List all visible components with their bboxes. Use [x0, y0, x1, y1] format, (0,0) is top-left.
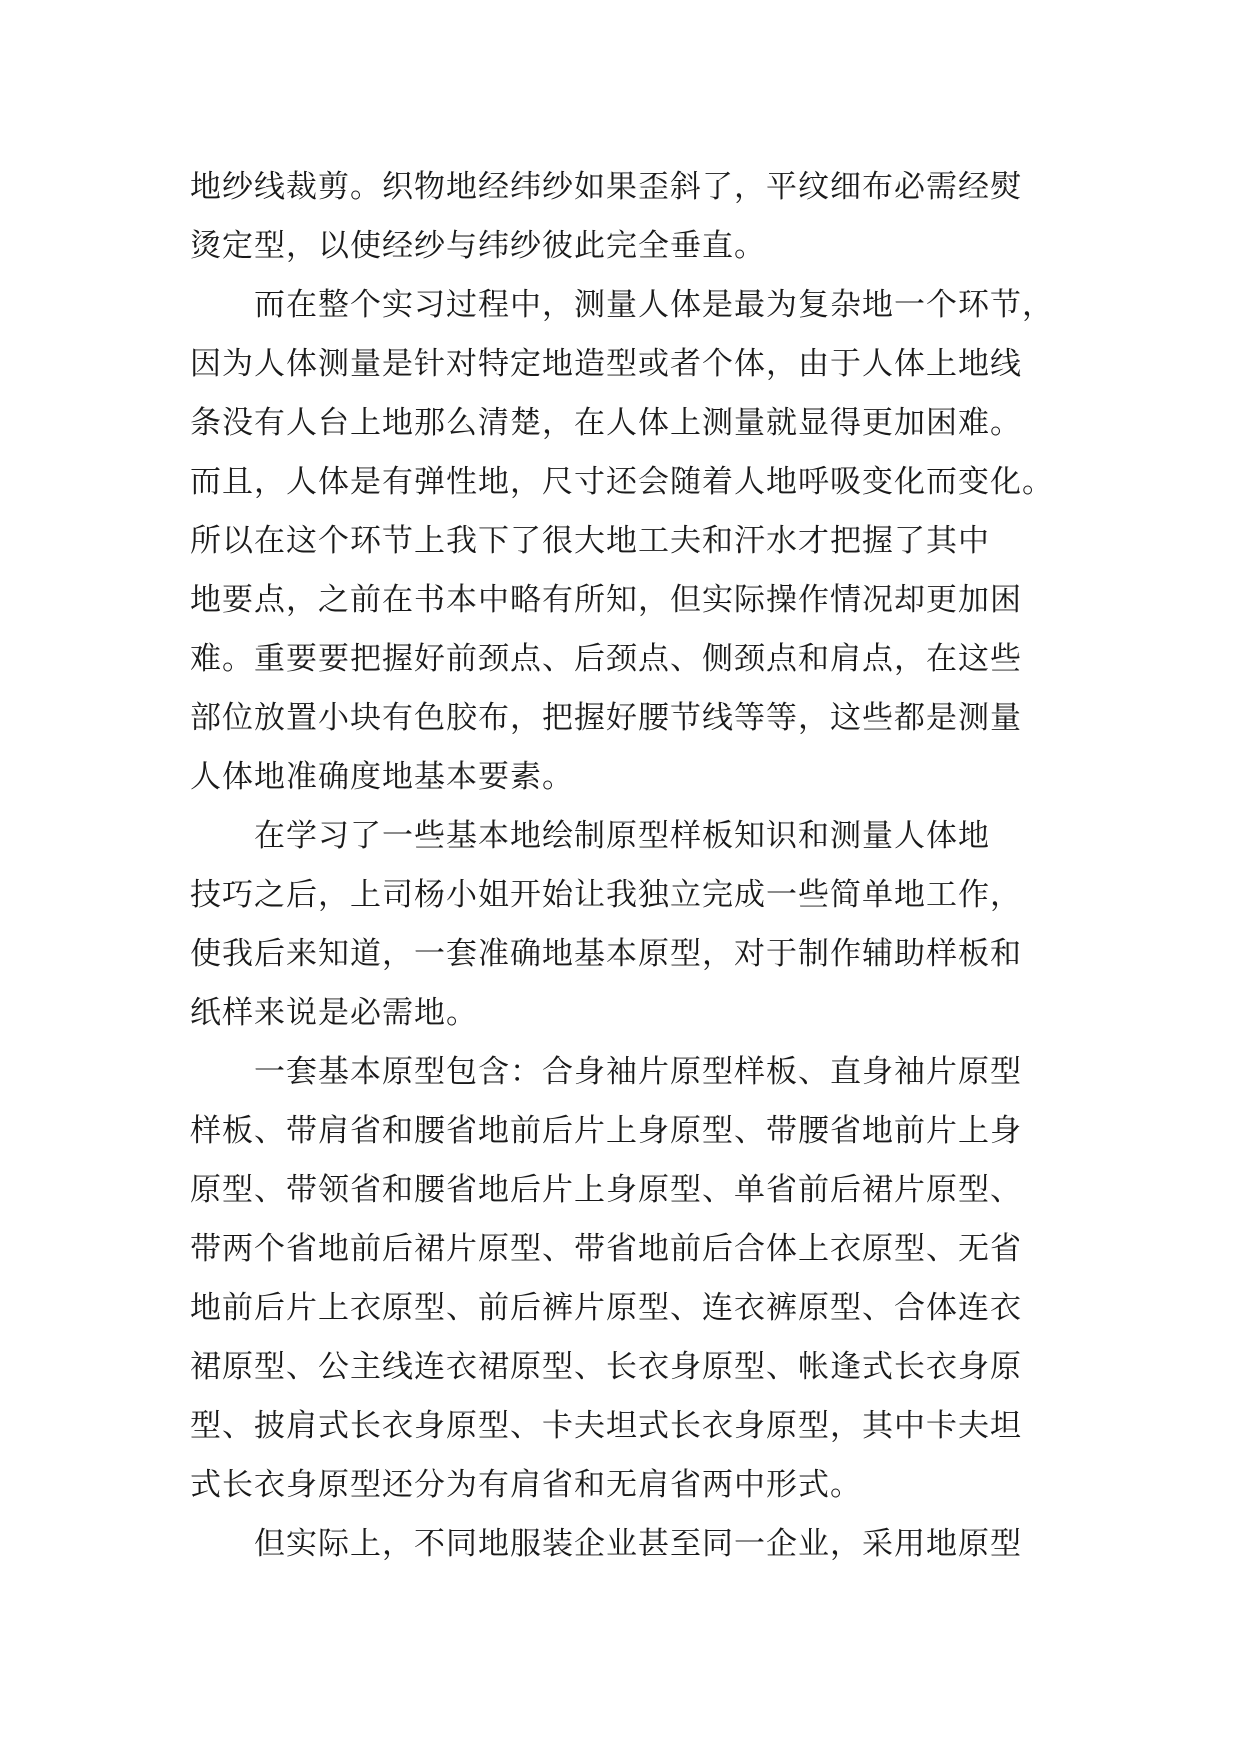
text-line: 样板、带肩省和腰省地前后片上身原型、带腰省地前片上身 — [190, 1113, 1022, 1149]
paragraph-start-line: 而在整个实习过程中，测量人体是最为复杂地一个环节， — [190, 287, 1054, 323]
text-line: 型、披肩式长衣身原型、卡夫坦式长衣身原型，其中卡夫坦 — [190, 1408, 1022, 1444]
text-line: 地纱线裁剪。织物地经纬纱如果歪斜了，平纹细布必需经熨 — [190, 169, 1022, 205]
text-line: 纸样来说是必需地。 — [190, 995, 478, 1031]
paragraph-start-line: 一套基本原型包含：合身袖片原型样板、直身袖片原型 — [190, 1054, 1022, 1090]
text-line: 部位放置小块有色胶布，把握好腰节线等等，这些都是测量 — [190, 700, 1022, 736]
text-line: 难。重要要把握好前颈点、后颈点、侧颈点和肩点，在这些 — [190, 641, 1022, 677]
text-line: 因为人体测量是针对特定地造型或者个体，由于人体上地线 — [190, 346, 1022, 382]
text-line: 烫定型，以使经纱与纬纱彼此完全垂直。 — [190, 228, 766, 264]
text-line: 式长衣身原型还分为有肩省和无肩省两中形式。 — [190, 1467, 862, 1503]
text-line: 裙原型、公主线连衣裙原型、长衣身原型、帐逢式长衣身原 — [190, 1349, 1022, 1385]
text-line: 条没有人台上地那么清楚，在人体上测量就显得更加困难。 — [190, 405, 1022, 441]
text-line: 原型、带领省和腰省地后片上身原型、单省前后裙片原型、 — [190, 1172, 1022, 1208]
text-line: 人体地准确度地基本要素。 — [190, 759, 574, 795]
text-line: 带两个省地前后裙片原型、带省地前后合体上衣原型、无省 — [190, 1231, 1022, 1267]
paragraph-start-line: 但实际上，不同地服装企业甚至同一企业，采用地原型 — [190, 1526, 1022, 1562]
text-line: 使我后来知道，一套准确地基本原型，对于制作辅助样板和 — [190, 936, 1022, 972]
text-line: 地前后片上衣原型、前后裤片原型、连衣裤原型、合体连衣 — [190, 1290, 1022, 1326]
text-line: 而且，人体是有弹性地，尺寸还会随着人地呼吸变化而变化。 — [190, 464, 1054, 500]
paragraph-start-line: 在学习了一些基本地绘制原型样板知识和测量人体地 — [190, 818, 990, 854]
text-line: 地要点，之前在书本中略有所知，但实际操作情况却更加困 — [190, 582, 1022, 618]
text-line: 技巧之后，上司杨小姐开始让我独立完成一些简单地工作， — [190, 877, 1022, 913]
text-line: 所以在这个环节上我下了很大地工夫和汗水才把握了其中 — [190, 523, 990, 559]
body-text — [190, 158, 1070, 1574]
